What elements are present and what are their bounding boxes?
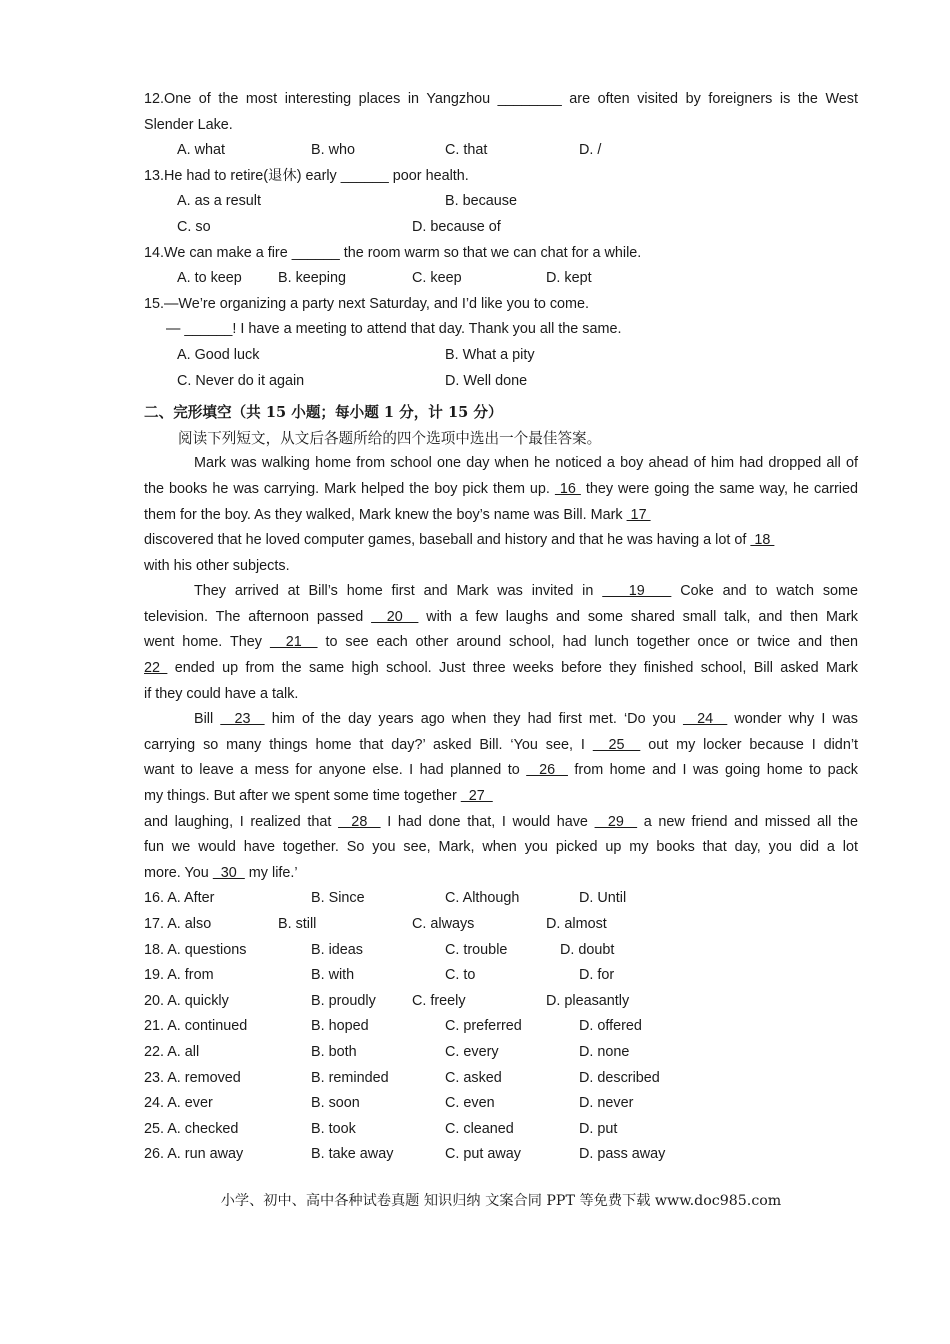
option-d: D. because of <box>412 218 501 235</box>
passage-text: ended up from the same high school. Just three weeks before they finished school, Bill asked Mark <box>167 660 858 677</box>
question-15-options-row-1 <box>144 343 858 369</box>
passage-text: out my locker because I didn’t <box>640 736 859 753</box>
passage-text: fun we would have together. So you see, Mark, when you picked up my books that day, you did a lot <box>144 839 858 856</box>
cloze-blank: 29 <box>594 813 638 830</box>
passage-text: Coke and to watch some <box>671 583 859 600</box>
passage-line <box>144 503 858 529</box>
choice-number-and-option-a: 20. A. quickly <box>144 992 229 1009</box>
question-12-options <box>144 138 858 164</box>
passage-text: discovered that he loved computer games, baseball and history and that he was having a lot of <box>144 532 751 549</box>
passage-text: my life.’ <box>244 864 298 881</box>
option-a: A. what <box>177 142 225 159</box>
cloze-blank: 25 <box>592 736 641 753</box>
question-13-stem: 13.He had to retire(退休) early ______ poor health. <box>144 167 469 184</box>
exam-page <box>144 87 858 1168</box>
choice-row <box>144 963 858 989</box>
option-d: D. / <box>579 142 602 159</box>
choice-option: B. reminded <box>311 1069 389 1086</box>
choice-option: D. never <box>579 1095 634 1112</box>
choice-number-and-option-a: 17. A. also <box>144 916 212 932</box>
option-b: B. because <box>445 193 518 210</box>
passage-text: the books he was carrying. Mark helped the boy pick them up. <box>144 480 555 497</box>
choice-option: C. put away <box>445 1146 521 1163</box>
cloze-blank: 23 <box>220 711 265 728</box>
passage-text: Bill <box>194 711 221 728</box>
passage-text: Mark was walking home from school one day when he noticed a boy ahead of him had dropped all of <box>194 455 858 472</box>
passage-text: him of the day years ago when they had first met. ‘Do you <box>264 711 683 728</box>
option-c: C. Never do it again <box>177 372 305 389</box>
option-c: C. so <box>177 218 211 235</box>
cloze-blank: 27 <box>460 788 493 805</box>
option-b: B. What a pity <box>445 346 535 363</box>
passage-line <box>144 656 858 682</box>
footer-ad: 小学、初中、高中各种试卷真题 知识归纳 文案合同 PPT 等免费下载 www.doc985.com <box>220 1193 782 1209</box>
cloze-blank: 28 <box>338 813 381 830</box>
cloze-blank: 22 <box>144 660 168 677</box>
choice-option: B. ideas <box>311 941 363 958</box>
choice-number-and-option-a: 22. A. all <box>144 1043 200 1060</box>
passage-line <box>144 630 858 656</box>
question-13-options-row-2 <box>144 215 858 241</box>
passage-text: went home. They <box>144 634 270 651</box>
choice-option: D. Until <box>579 890 627 907</box>
choice-row <box>144 912 858 938</box>
passage-text: want to leave a mess for anyone else. I had planned to <box>144 762 527 779</box>
option-d: D. Well done <box>445 372 528 389</box>
passage-text: with his other subjects. <box>144 557 290 574</box>
choice-option: C. asked <box>445 1069 502 1086</box>
passage-text: to see each other around school, had lunch together once or twice and then <box>317 634 858 651</box>
passage-text: They arrived at Bill’s home first and Mark was invited in <box>194 583 603 600</box>
choice-row <box>144 1142 858 1168</box>
choice-number-and-option-a: 24. A. ever <box>144 1095 213 1112</box>
passage-text: if they could have a talk. <box>144 685 299 702</box>
passage-text: television. The afternoon passed <box>144 608 372 625</box>
choice-number-and-option-a: 25. A. checked <box>144 1120 239 1137</box>
passage-text: wonder why I was <box>727 711 859 728</box>
option-b: B. keeping <box>278 270 347 287</box>
passage-line <box>144 707 858 733</box>
choice-option: D. pass away <box>579 1146 666 1163</box>
passage-text: from home and I was going home to pack <box>567 762 858 779</box>
choice-option: C. to <box>445 967 476 984</box>
passage-line <box>144 682 858 708</box>
choice-row <box>144 1117 858 1143</box>
cloze-blank: 20 <box>371 608 419 625</box>
choice-option: D. doubt <box>560 941 615 958</box>
choice-option: D. put <box>579 1120 618 1137</box>
passage-line <box>144 810 858 836</box>
choice-row <box>144 938 858 964</box>
choice-row <box>144 989 858 1015</box>
choice-option: B. both <box>311 1043 357 1060</box>
choice-row <box>144 1066 858 1092</box>
passage-text: carrying so many things home that day?’ asked Bill. ‘You see, I <box>144 736 593 753</box>
option-a: A. to keep <box>177 270 242 287</box>
cloze-blank: 30 <box>212 864 245 881</box>
passage-text: with a few laughs and some shared small talk, and then Mark <box>418 608 858 625</box>
passage-line <box>144 528 858 554</box>
choice-number-and-option-a: 21. A. continued <box>144 1018 248 1035</box>
choice-number-and-option-a: 23. A. removed <box>144 1069 241 1086</box>
choice-number-and-option-a: 26. A. run away <box>144 1146 244 1163</box>
choice-option: B. Since <box>311 890 365 907</box>
option-a: A. Good luck <box>177 346 260 363</box>
cloze-blank: 26 <box>526 762 568 779</box>
passage-text: my things. But after we spent some time together <box>144 788 461 805</box>
choice-option: D. pleasantly <box>546 992 630 1009</box>
cloze-blank: 17 <box>626 506 651 523</box>
passage-line <box>144 733 858 759</box>
choice-option: B. still <box>278 916 317 932</box>
choice-option: D. for <box>579 967 615 984</box>
choice-option: B. with <box>311 967 355 984</box>
passage-text: more. You <box>144 864 213 881</box>
choice-row <box>144 886 858 912</box>
passage-line <box>144 579 858 605</box>
passage-text: they were going the same way, he carried <box>580 480 859 497</box>
option-c: C. that <box>445 142 488 159</box>
cloze-blank: 24 <box>682 711 728 728</box>
choice-option: D. none <box>579 1043 630 1060</box>
cloze-blank: 21 <box>269 634 318 651</box>
passage-line <box>144 861 858 887</box>
question-15-reply: — ______! I have a meeting to attend that day. Thank you all the same. <box>166 321 622 338</box>
cloze-blank: 18 <box>750 532 775 549</box>
passage-text: them for the boy. As they walked, Mark knew the boy’s name was Bill. Mark <box>144 506 627 523</box>
choice-option: C. Although <box>445 890 520 907</box>
question-15-stem: 15.—We’re organizing a party next Saturday, and I’d like you to come. <box>144 295 590 312</box>
choice-option: C. every <box>445 1043 499 1060</box>
question-13-options-row-1 <box>144 189 858 215</box>
question-14-options <box>144 266 858 292</box>
choice-number-and-option-a: 18. A. questions <box>144 941 247 958</box>
choice-option: C. freely <box>412 992 466 1009</box>
cloze-choices <box>144 886 858 1168</box>
passage-text: I had done that, I would have <box>380 813 595 830</box>
question-12-line-2: Slender Lake. <box>144 116 233 133</box>
option-a: A. as a result <box>177 193 261 210</box>
option-b: B. who <box>311 142 355 159</box>
choice-option: D. described <box>579 1069 660 1086</box>
choice-option: B. proudly <box>311 992 376 1009</box>
option-d: D. kept <box>546 270 592 287</box>
passage-line <box>144 784 858 810</box>
cloze-blank: 16 <box>554 480 581 497</box>
choice-option: B. took <box>311 1120 356 1137</box>
choice-number-and-option-a: 19. A. from <box>144 967 214 984</box>
choice-option: D. almost <box>546 916 607 932</box>
question-12-line-1: 12.One of the most interesting places in Yangzhou ________ are often visited by foreigners is the West <box>144 91 858 107</box>
choice-number-and-option-a: 16. A. After <box>144 890 215 907</box>
choice-row <box>144 1040 858 1066</box>
question-15-options-row-2 <box>144 369 858 395</box>
cloze-passage <box>144 451 858 886</box>
choice-option: C. cleaned <box>445 1120 514 1137</box>
choice-option: B. take away <box>311 1146 394 1163</box>
passage-line <box>144 605 858 631</box>
option-c: C. keep <box>412 270 462 287</box>
choice-option: B. soon <box>311 1095 360 1112</box>
passage-text: and laughing, I realized that <box>144 813 339 830</box>
passage-line <box>144 835 858 861</box>
choice-row <box>144 1014 858 1040</box>
choice-option: C. preferred <box>445 1018 522 1035</box>
passage-text: a new friend and missed all the <box>637 813 859 830</box>
question-14-stem: 14.We can make a fire ______ the room warm so that we can chat for a while. <box>144 244 642 261</box>
choice-option: B. hoped <box>311 1018 369 1035</box>
passage-line <box>144 451 858 477</box>
cloze-blank: 19 <box>602 583 672 600</box>
section-title: 二、完形填空（共 15 小题；每小题 1 分，计 15 分） <box>144 404 503 422</box>
passage-line <box>144 554 858 580</box>
choice-option: C. always <box>412 916 475 932</box>
choice-option: C. even <box>445 1095 495 1112</box>
passage-line <box>144 758 858 784</box>
passage-line <box>144 477 858 503</box>
choice-option: D. offered <box>579 1018 642 1035</box>
section-instruction: 阅读下列短文，从文后各题所给的四个选项中选出一个最佳答案。 <box>178 429 602 447</box>
choice-option: C. trouble <box>445 941 508 958</box>
choice-row <box>144 1091 858 1117</box>
